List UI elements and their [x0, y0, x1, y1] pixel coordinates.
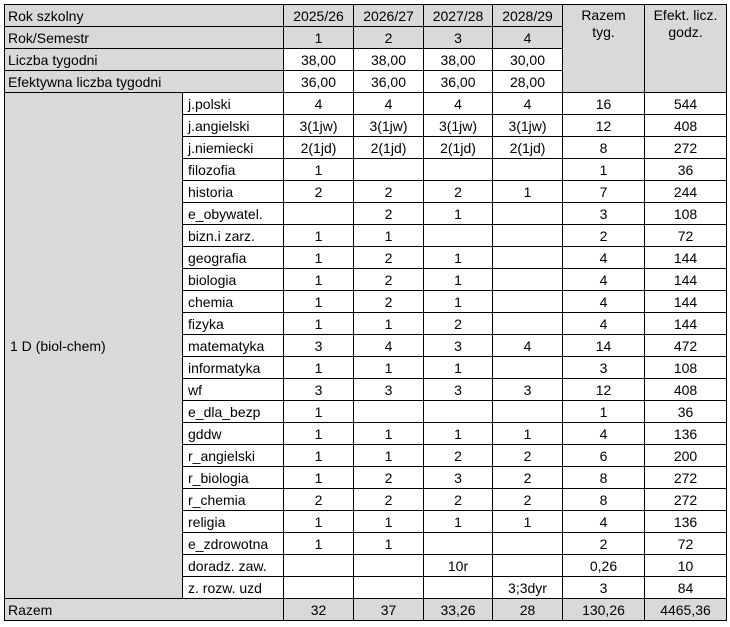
subject-name: e_dla_bezp	[183, 401, 284, 423]
subject-efekt-godz: 108	[645, 357, 727, 379]
subject-efekt-godz: 72	[645, 533, 727, 555]
subject-year-hours	[493, 401, 563, 423]
subject-name: r_chemia	[183, 489, 284, 511]
subject-efekt-godz: 408	[645, 115, 727, 137]
subject-efekt-godz: 272	[645, 489, 727, 511]
subject-year-hours: 4	[493, 335, 563, 357]
weeks-value: 38,00	[354, 49, 424, 71]
subject-year-hours: 1	[493, 423, 563, 445]
subject-year-hours: 3(1jw)	[493, 115, 563, 137]
subject-year-hours	[493, 313, 563, 335]
efekt-godz-header	[645, 5, 727, 93]
subject-efekt-godz: 84	[645, 577, 727, 599]
subject-year-hours: 1	[354, 225, 424, 247]
year-header-4: 2028/29	[493, 5, 563, 27]
subject-year-hours: 2(1jd)	[493, 137, 563, 159]
effective-weeks-label: Efektywna liczba tygodni	[5, 71, 284, 93]
subject-name: historia	[183, 181, 284, 203]
semester-value: 4	[493, 27, 563, 49]
subject-year-hours: 2	[424, 489, 493, 511]
subject-razem-tyg: 3	[563, 203, 645, 225]
class-name-cell: 1 D (biol-chem)	[5, 93, 183, 599]
subject-efekt-godz: 244	[645, 181, 727, 203]
subject-year-hours	[493, 533, 563, 555]
subject-year-hours: 1	[424, 203, 493, 225]
subject-razem-tyg: 6	[563, 445, 645, 467]
subject-year-hours: 1	[284, 467, 354, 489]
subject-razem-tyg: 4	[563, 269, 645, 291]
subject-year-hours: 1	[424, 357, 493, 379]
subject-name: chemia	[183, 291, 284, 313]
subject-year-hours: 3(1jw)	[284, 115, 354, 137]
subject-razem-tyg: 4	[563, 291, 645, 313]
subject-year-hours	[493, 225, 563, 247]
total-year-hours: 37	[354, 599, 424, 621]
subject-year-hours: 3	[284, 379, 354, 401]
subject-year-hours	[284, 203, 354, 225]
semester-value: 1	[284, 27, 354, 49]
weeks-value: 38,00	[284, 49, 354, 71]
subject-year-hours	[424, 401, 493, 423]
subject-year-hours: 2	[424, 445, 493, 467]
subject-year-hours: 2	[354, 247, 424, 269]
subject-razem-tyg: 8	[563, 467, 645, 489]
subject-year-hours: 4	[493, 93, 563, 115]
subject-razem-tyg: 1	[563, 159, 645, 181]
subject-year-hours: 4	[284, 93, 354, 115]
subject-name: bizn.i zarz.	[183, 225, 284, 247]
weeks-label: Liczba tygodni	[5, 49, 284, 71]
subject-year-hours: 3	[424, 379, 493, 401]
subject-year-hours: 1	[284, 445, 354, 467]
subject-name: e_obywatel.	[183, 203, 284, 225]
subject-razem-tyg: 3	[563, 577, 645, 599]
subject-year-hours: 2	[354, 291, 424, 313]
subject-razem-tyg: 14	[563, 335, 645, 357]
subject-razem-tyg: 4	[563, 247, 645, 269]
subject-name: filozofia	[183, 159, 284, 181]
subject-year-hours: 1	[284, 269, 354, 291]
subject-year-hours	[493, 203, 563, 225]
subject-year-hours	[493, 247, 563, 269]
year-label-cell: Rok szkolny	[5, 5, 284, 27]
subject-row	[5, 93, 727, 115]
subject-efekt-godz: 272	[645, 137, 727, 159]
subject-name: religia	[183, 511, 284, 533]
subject-year-hours: 2	[424, 181, 493, 203]
total-year-hours: 33,26	[424, 599, 493, 621]
subject-razem-tyg: 12	[563, 115, 645, 137]
subject-year-hours: 2	[493, 467, 563, 489]
subject-year-hours: 2	[493, 445, 563, 467]
subject-year-hours: 3;3dyr	[493, 577, 563, 599]
weeks-value: 38,00	[424, 49, 493, 71]
subject-name: j.angielski	[183, 115, 284, 137]
subject-efekt-godz: 36	[645, 401, 727, 423]
subject-efekt-godz: 408	[645, 379, 727, 401]
subject-efekt-godz: 144	[645, 247, 727, 269]
subject-efekt-godz: 544	[645, 93, 727, 115]
subject-year-hours	[493, 291, 563, 313]
subject-name: fizyka	[183, 313, 284, 335]
subject-razem-tyg: 2	[563, 533, 645, 555]
subject-efekt-godz: 144	[645, 269, 727, 291]
subject-year-hours	[493, 357, 563, 379]
subject-year-hours: 1	[284, 511, 354, 533]
subject-name: r_biologia	[183, 467, 284, 489]
subject-year-hours: 2(1jd)	[284, 137, 354, 159]
subject-year-hours	[493, 555, 563, 577]
subject-year-hours: 1	[424, 511, 493, 533]
subject-year-hours: 2	[354, 467, 424, 489]
subject-razem-tyg: 4	[563, 423, 645, 445]
subject-year-hours: 2	[354, 203, 424, 225]
subject-year-hours: 1	[354, 313, 424, 335]
year-header-1: 2025/26	[284, 5, 354, 27]
subject-year-hours: 1	[354, 533, 424, 555]
subject-year-hours: 1	[284, 313, 354, 335]
subject-year-hours	[493, 159, 563, 181]
subject-year-hours	[424, 577, 493, 599]
subject-razem-tyg: 1	[563, 401, 645, 423]
subject-year-hours: 1	[424, 423, 493, 445]
subject-year-hours	[493, 269, 563, 291]
subject-year-hours: 1	[424, 291, 493, 313]
efekt-godz-header-line2: godz.	[668, 24, 703, 40]
effective-weeks-value: 36,00	[284, 71, 354, 93]
subject-year-hours: 10r	[424, 555, 493, 577]
subject-razem-tyg: 8	[563, 489, 645, 511]
subject-year-hours: 1	[493, 181, 563, 203]
subject-year-hours: 1	[424, 247, 493, 269]
semester-value: 3	[424, 27, 493, 49]
subject-name: gddw	[183, 423, 284, 445]
subject-efekt-godz: 136	[645, 511, 727, 533]
subject-year-hours: 1	[284, 159, 354, 181]
subject-year-hours	[424, 533, 493, 555]
subject-name: j.niemiecki	[183, 137, 284, 159]
subject-efekt-godz: 144	[645, 291, 727, 313]
subject-year-hours	[284, 577, 354, 599]
subject-efekt-godz: 144	[645, 313, 727, 335]
subject-year-hours: 3	[284, 335, 354, 357]
total-efekt-godz: 4465,36	[645, 599, 727, 621]
subject-efekt-godz: 200	[645, 445, 727, 467]
subject-razem-tyg: 7	[563, 181, 645, 203]
efekt-godz-header-line1: Efekt. licz.	[653, 7, 718, 23]
subject-year-hours: 2	[284, 181, 354, 203]
subject-year-hours	[284, 555, 354, 577]
subject-year-hours: 1	[284, 291, 354, 313]
subject-year-hours: 1	[284, 401, 354, 423]
subject-razem-tyg: 12	[563, 379, 645, 401]
total-year-hours: 28	[493, 599, 563, 621]
subject-efekt-godz: 136	[645, 423, 727, 445]
subject-razem-tyg: 4	[563, 511, 645, 533]
subject-year-hours	[354, 577, 424, 599]
subject-year-hours: 1	[354, 445, 424, 467]
subject-efekt-godz: 10	[645, 555, 727, 577]
subject-year-hours: 1	[284, 533, 354, 555]
subject-name: j.polski	[183, 93, 284, 115]
subject-name: wf	[183, 379, 284, 401]
year-header-2: 2026/27	[354, 5, 424, 27]
subject-efekt-godz: 108	[645, 203, 727, 225]
effective-weeks-value: 36,00	[424, 71, 493, 93]
subject-year-hours: 2	[284, 489, 354, 511]
subject-year-hours: 1	[493, 511, 563, 533]
weeks-value: 30,00	[493, 49, 563, 71]
subject-razem-tyg: 2	[563, 225, 645, 247]
razem-tyg-header-line2: tyg.	[592, 24, 615, 40]
subject-year-hours: 3	[424, 467, 493, 489]
subject-year-hours	[424, 159, 493, 181]
subject-year-hours: 4	[424, 93, 493, 115]
total-year-hours: 32	[284, 599, 354, 621]
razem-tyg-header-line1: Razem	[581, 7, 626, 23]
subject-efekt-godz: 472	[645, 335, 727, 357]
subject-year-hours	[354, 555, 424, 577]
subject-razem-tyg: 3	[563, 357, 645, 379]
subject-year-hours: 1	[354, 357, 424, 379]
subject-razem-tyg: 4	[563, 313, 645, 335]
subject-razem-tyg: 0,26	[563, 555, 645, 577]
effective-weeks-value: 28,00	[493, 71, 563, 93]
subject-year-hours: 1	[424, 269, 493, 291]
subject-year-hours: 2	[354, 269, 424, 291]
subject-efekt-godz: 36	[645, 159, 727, 181]
subject-year-hours: 2	[424, 313, 493, 335]
subject-year-hours: 3	[493, 379, 563, 401]
razem-tyg-header	[563, 5, 645, 93]
subject-year-hours: 1	[354, 423, 424, 445]
subject-year-hours: 4	[354, 93, 424, 115]
subject-name: z. rozw. uzd	[183, 577, 284, 599]
subject-efekt-godz: 272	[645, 467, 727, 489]
subject-name: geografia	[183, 247, 284, 269]
subject-name: doradz. zaw.	[183, 555, 284, 577]
effective-weeks-value: 36,00	[354, 71, 424, 93]
subject-name: e_zdrowotna	[183, 533, 284, 555]
semester-value: 2	[354, 27, 424, 49]
total-razem-tyg: 130,26	[563, 599, 645, 621]
subject-year-hours: 1	[354, 511, 424, 533]
curriculum-table	[4, 4, 727, 621]
subject-efekt-godz: 72	[645, 225, 727, 247]
subject-year-hours: 1	[284, 423, 354, 445]
subject-year-hours	[354, 159, 424, 181]
total-row	[5, 599, 727, 621]
header-row-years	[5, 5, 727, 27]
subject-year-hours: 3	[424, 335, 493, 357]
subject-year-hours: 2(1jd)	[354, 137, 424, 159]
subject-year-hours: 1	[284, 247, 354, 269]
subject-year-hours: 2	[354, 181, 424, 203]
subject-year-hours: 1	[284, 225, 354, 247]
subject-year-hours: 3(1jw)	[354, 115, 424, 137]
subject-year-hours	[424, 225, 493, 247]
subject-name: matematyka	[183, 335, 284, 357]
subject-name: r_angielski	[183, 445, 284, 467]
subject-name: informatyka	[183, 357, 284, 379]
subject-year-hours	[354, 401, 424, 423]
total-label: Razem	[5, 599, 284, 621]
subject-year-hours: 4	[354, 335, 424, 357]
subject-name: biologia	[183, 269, 284, 291]
subject-razem-tyg: 8	[563, 137, 645, 159]
year-header-3: 2027/28	[424, 5, 493, 27]
subject-year-hours: 3	[354, 379, 424, 401]
subject-year-hours: 1	[284, 357, 354, 379]
semester-label: Rok/Semestr	[5, 27, 284, 49]
subject-razem-tyg: 16	[563, 93, 645, 115]
subject-year-hours: 2	[493, 489, 563, 511]
subject-year-hours: 2	[354, 489, 424, 511]
subject-year-hours: 3(1jw)	[424, 115, 493, 137]
subject-year-hours: 2(1jd)	[424, 137, 493, 159]
